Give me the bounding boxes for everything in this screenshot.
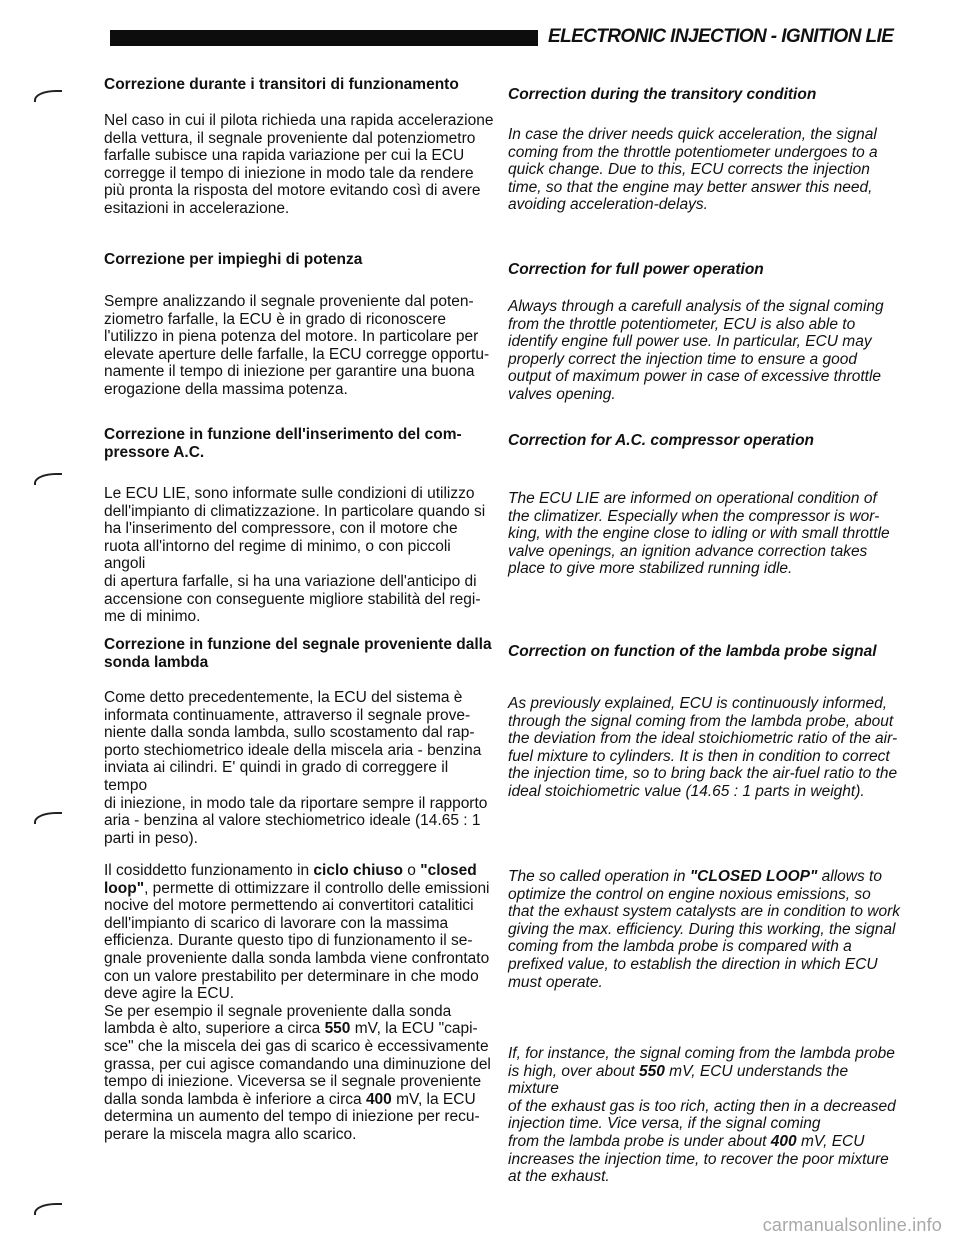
section-paragraph: Sempre analizzando il segnale proveniente dal poten- ziometro farfalle, la ECU è in grado di riconoscere l'utilizzo in piena potenza del motore. In particolare per elevate aperture delle farfalle, la ECU corregge opportu- namente il tempo di iniezione per garantire una buona erogazione della massima potenza. [104, 293, 490, 398]
closed-loop-paragraph: Il cosiddetto funzionamento in ciclo chiuso o "closed loop", permette di ottimizzare il controllo delle emissioni nocive del motore permettendo ai convertitori catalitici dell'impianto di scarico di lavorare con la massima efficienza. Durante questo tipo di funzionamento il se- gnale proveniente dalla sonda lambda viene confrontato con un valore prestabilito per determinare in che modo deve agire la ECU. Se per esempio il segnale proveniente dalla sonda lambda è alto, superiore a circa 550 mV, la ECU "capi- sce" che la miscela dei gas di scarico è eccessivamente grassa, per cui agisce comandando una diminuzione del tempo di iniezione. Viceversa se il segnale proveniente dalla sonda lambda è inferiore a circa 400 mV, la ECU determina un aumento del tempo di iniezione per recu- perare la miscela magra allo scarico. [104, 862, 491, 1143]
section-paragraph: Le ECU LIE, sono informate sulle condizioni di utilizzo dell'impianto di climatizzazione. In particolare quando si ha l'inserimento del compressore, con il motore che ruota all'intorno del regime di minimo, o con piccoli angoli di apertura farfalle, si ha una variazione dell'anticipo di accensione con conseguente migliore stabilità del regi- me di minimo. [104, 485, 486, 626]
margin-mark [34, 1203, 62, 1215]
section-paragraph: As previously explained, ECU is continuously informed, through the signal coming from the lambda probe, about the deviation from the ideal stoichiometric ratio of the air- fuel mixture to cylinders. It is then in condition to correct the injection time, so to bring back the air-fuel ratio to the ideal stoichiometric value (14.65 : 1 parts in weight). [508, 695, 898, 800]
section-paragraph: Come detto precedentemente, la ECU del sistema è informata continuamente, attraverso il segnale prove- niente dalla sonda lambda, sullo scostamento dal rap- porto stechiometrico ideale della miscela aria - benzina inviata ai cilindri. E' quindi in grado di correggere il tempo di iniezione, in modo tale da riportare sempre il rapporto aria - benzina al valore stechiometrico ideale (14.65 : 1 parti in peso). [104, 689, 488, 847]
margin-mark [34, 473, 62, 485]
section-paragraph: In case the driver needs quick acceleration, the signal coming from the throttle potentiometer undergoes to a quick change. Due to this, ECU corrects the injection time, so that the engine may better answer this need, avoiding acceleration-delays. [508, 126, 878, 214]
section-heading: Correction on function of the lambda probe signal [508, 643, 877, 660]
section-heading: Correzione per impieghi di potenza [104, 251, 363, 268]
section-paragraph: Always through a carefull analysis of the signal coming from the throttle potentiometer, ECU is also able to identify engine full power use. In particular, ECU may properly correct the injection time to ensure a good output of maximum power in case of excessive throttle valves opening. [508, 298, 884, 403]
section-paragraph: Nel caso in cui il pilota richieda una rapida accelerazione della vettura, il segnale proveniente dal potenziometro farfalle subisce una rapida variazione per cui la ECU corregge il tempo di iniezione in modo tale da rendere più pronta la risposta del motore evitando così di avere esitazioni in accelerazione. [104, 112, 494, 217]
section-heading: Correzione durante i transitori di funzionamento [104, 76, 459, 93]
header-bar [110, 30, 538, 46]
section-heading: Correzione in funzione del segnale proveniente dalla sonda lambda [104, 636, 492, 671]
page-header-title: ELECTRONIC INJECTION - IGNITION LIE [548, 26, 894, 47]
section-heading: Correzione in funzione dell'inserimento del com- pressore A.C. [104, 426, 462, 461]
section-heading: Correction for A.C. compressor operation [508, 432, 815, 449]
closed-loop-paragraph: The so called operation in "CLOSED LOOP" allows to optimize the control on engine noxious emissions, so that the exhaust system catalysts are in condition to work giving the max. efficiency. During this working, the signal coming from the lambda probe is compared with a prefixed value, to establish the direction in which ECU must operate. [508, 868, 900, 991]
section-heading: Correction during the transitory condition [508, 86, 817, 103]
margin-mark [34, 812, 62, 824]
lambda-example-paragraph: If, for instance, the signal coming from the lambda probe is high, over about 550 mV, ECU understands the mixture of the exhaust gas is too rich, acting then in a decreased injection time. Vice versa, if the signal coming from the lambda probe is under about 400 mV, ECU increases the injection time, to recover the poor mixture at the exhaust. [508, 1045, 896, 1186]
margin-mark [34, 90, 62, 102]
section-paragraph: The ECU LIE are informed on operational condition of the climatizer. Especially when the compressor is wor- king, with the engine close to idling or with small throttle valve openings, an ignition advance correction takes place to give more stabilized running idle. [508, 490, 890, 578]
section-heading: Correction for full power operation [508, 261, 764, 278]
watermark: carmanualsonline.info [762, 1215, 942, 1235]
